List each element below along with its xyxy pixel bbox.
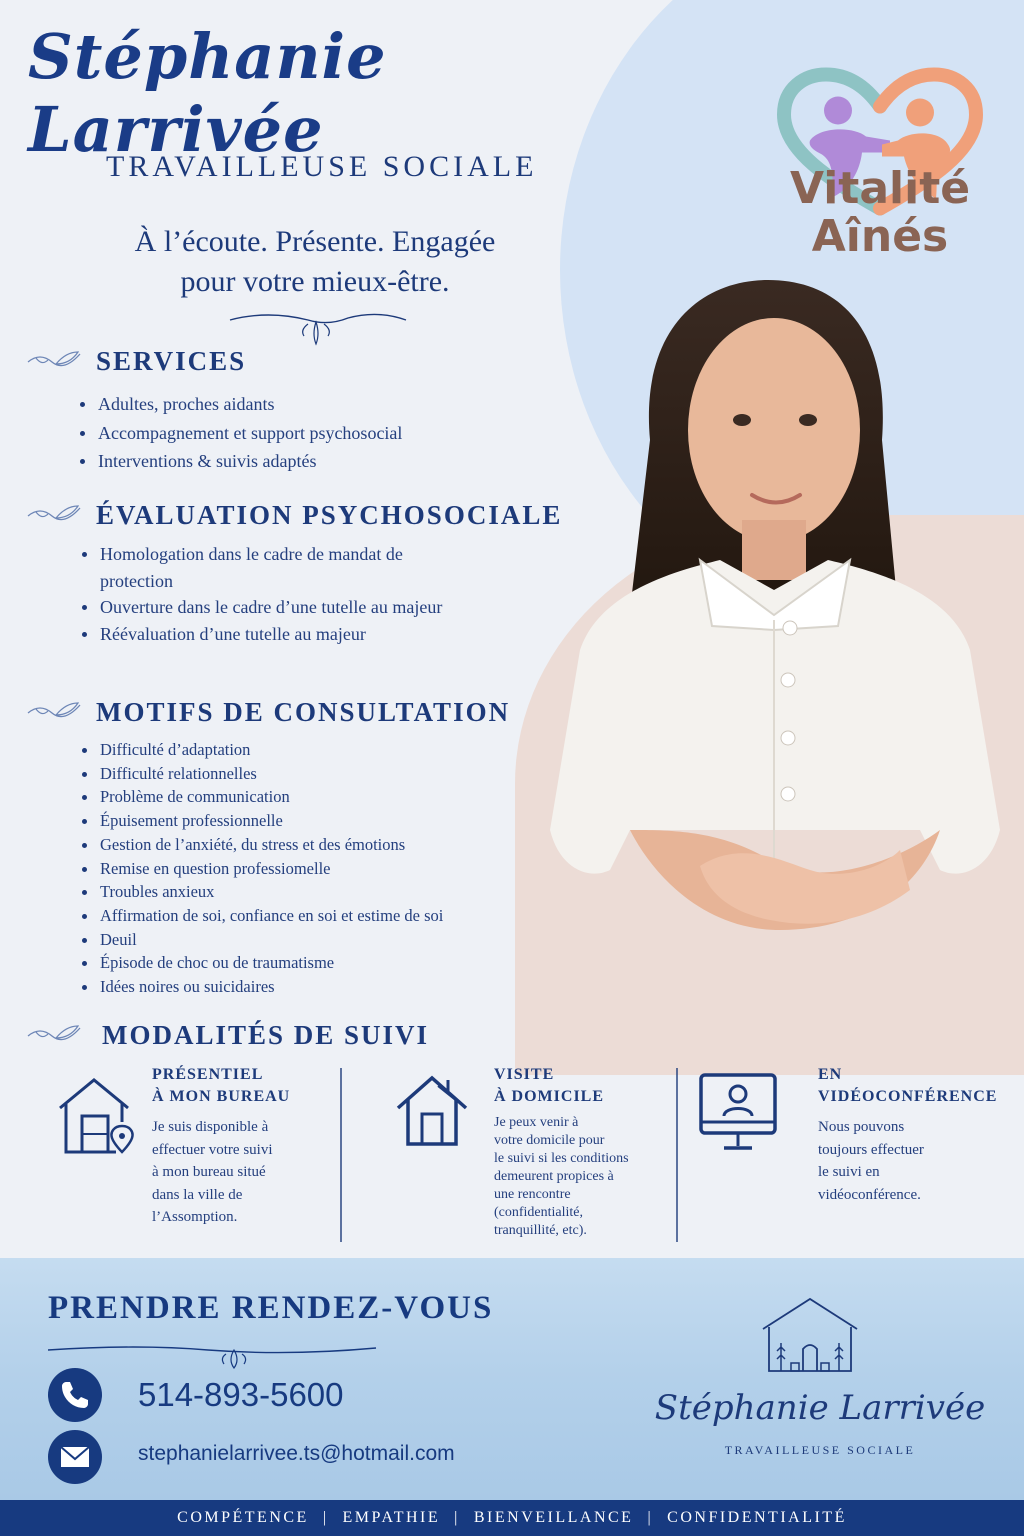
evaluation-list <box>78 541 478 647</box>
list-item: Homologation dans le cadre de mandat de protection <box>78 541 478 594</box>
list-item: Affirmation de soi, confiance en soi et estime de soi <box>78 904 443 928</box>
list-item: Difficulté d’adaptation <box>78 738 443 762</box>
list-item: Épisode de choc ou de traumatisme <box>78 951 443 975</box>
list-item: Réévaluation d’une tutelle au majeur <box>78 621 478 648</box>
modality-title: EN VIDÉOCONFÉRENCE <box>818 1066 998 1105</box>
leaf-icon <box>26 1022 82 1050</box>
leaf-icon <box>26 502 82 530</box>
section-modalites-heading <box>26 1020 429 1051</box>
flourish-divider-icon <box>48 1342 378 1370</box>
list-item: Idées noires ou suicidaires <box>78 975 443 999</box>
tagline <box>40 222 590 302</box>
footer-separator: | <box>647 1509 654 1526</box>
footer-value: EMPATHIE <box>342 1509 441 1526</box>
tagline-line-2: pour votre mieux-être. <box>180 265 450 298</box>
list-item: Ouverture dans le cadre d’une tutelle au majeur <box>78 594 478 621</box>
list-item: Gestion de l’anxiété, du stress et des émotions <box>78 833 443 857</box>
section-title: ÉVALUATION PSYCHOSOCIALE <box>96 500 563 530</box>
modality-title: VISITE À DOMICILE <box>494 1066 605 1105</box>
email-link[interactable]: stephanielarrivee.ts@hotmail.com <box>138 1442 455 1465</box>
motifs-list <box>78 738 443 999</box>
appointment-title: PRENDRE RENDEZ-VOUS <box>48 1290 494 1326</box>
leaf-icon <box>26 699 82 727</box>
modality-title: PRÉSENTIEL À MON BUREAU <box>152 1066 291 1105</box>
profession-subtitle: TRAVAILLEUSE SOCIALE <box>106 150 538 183</box>
section-motifs-heading <box>26 697 510 728</box>
list-item: Troubles anxieux <box>78 880 443 904</box>
leaf-icon <box>26 348 82 376</box>
section-title: MOTIFS DE CONSULTATION <box>96 697 511 727</box>
section-evaluation-heading <box>26 500 562 531</box>
brand-name: Stéphanie Larrivée <box>654 1388 986 1428</box>
list-item: Interventions & suivis adaptés <box>76 447 402 476</box>
page-title: Stéphanie Larrivée <box>28 20 387 166</box>
modality-divider <box>340 1068 342 1242</box>
footer-value: CONFIDENTIALITÉ <box>667 1509 847 1526</box>
list-item: Accompagnement et support psychosocial <box>76 419 402 448</box>
footer-values-bar <box>0 1500 1024 1536</box>
section-title: SERVICES <box>96 346 247 376</box>
office-location-icon <box>56 1072 140 1156</box>
section-title: MODALITÉS DE SUIVI <box>102 1020 430 1050</box>
list-item: Épuisement professionnelle <box>78 809 443 833</box>
portrait-photo <box>520 270 1024 990</box>
services-list <box>76 390 402 476</box>
flourish-divider-icon <box>228 308 408 352</box>
list-item: Remise en question professiomelle <box>78 857 443 881</box>
list-item: Problème de communication <box>78 785 443 809</box>
phone-icon[interactable] <box>48 1368 102 1422</box>
section-services-heading <box>26 346 246 377</box>
logo-line-1: Vitalité <box>789 163 971 214</box>
footer-separator: | <box>322 1509 329 1526</box>
brand-role: TRAVAILLEUSE SOCIALE <box>724 1443 916 1457</box>
footer-separator: | <box>454 1509 460 1526</box>
footer-value: COMPÉTENCE <box>177 1509 309 1526</box>
modality-text: Je peux venir à votre domicile pour le suivi si les conditions demeurent propices à une rencontre (confidentialité, tranquillité, etc). <box>494 1115 629 1238</box>
house-garden-icon <box>755 1295 865 1375</box>
list-item: Deuil <box>78 928 443 952</box>
tagline-line-1: À l’écoute. Présente. Engagée <box>134 225 496 258</box>
phone-number-link[interactable]: 514-893-5600 <box>138 1376 344 1413</box>
modalities-row <box>0 1064 1024 1254</box>
list-item: Adultes, proches aidants <box>76 390 402 419</box>
list-item: Difficulté relationnelles <box>78 762 443 786</box>
logo-text <box>760 165 1000 261</box>
modality-text: Nous pouvons toujours effectuer le suivi en vidéoconférence. <box>818 1119 924 1203</box>
modality-text: Je suis disponible à effectuer votre suivi à mon bureau situé dans la ville de l’Assomption. <box>152 1119 273 1225</box>
video-call-icon <box>698 1072 778 1156</box>
modality-divider <box>676 1068 678 1242</box>
logo-line-2: Aînés <box>811 211 949 262</box>
email-icon[interactable] <box>48 1430 102 1484</box>
home-icon <box>394 1072 470 1148</box>
footer-value: BIENVEILLANCE <box>473 1509 634 1526</box>
